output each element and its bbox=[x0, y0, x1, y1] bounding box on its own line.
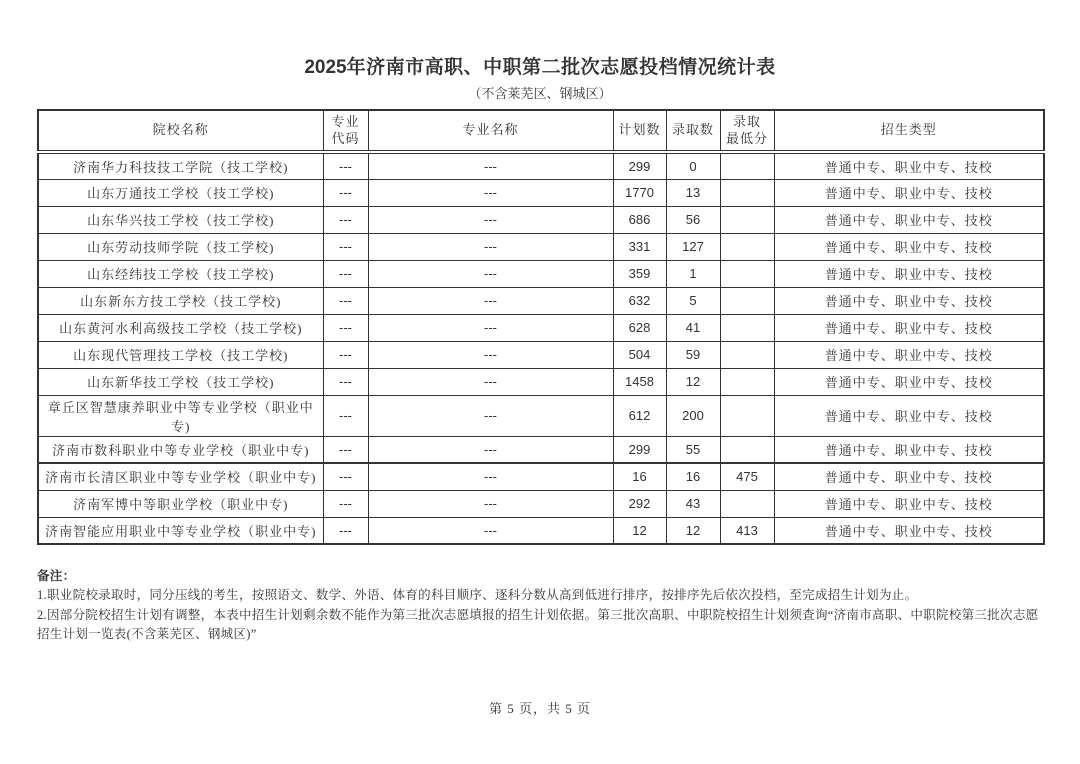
cell-plan-count: 612 bbox=[613, 395, 666, 436]
cell-min-score bbox=[720, 341, 774, 368]
cell-school-name: 山东新东方技工学校（技工学校) bbox=[38, 287, 323, 314]
cell-plan-count: 12 bbox=[613, 517, 666, 544]
cell-plan-count: 1770 bbox=[613, 179, 666, 206]
cell-plan-count: 359 bbox=[613, 260, 666, 287]
cell-major-code: --- bbox=[323, 341, 368, 368]
cell-major-name: --- bbox=[368, 490, 613, 517]
cell-school-name: 山东新华技工学校（技工学校) bbox=[38, 368, 323, 395]
cell-enrollment-type: 普通中专、职业中专、技校 bbox=[774, 314, 1044, 341]
cell-min-score bbox=[720, 436, 774, 463]
col-header-min-score bbox=[720, 110, 774, 152]
table-row bbox=[38, 206, 1044, 233]
page-title bbox=[37, 52, 1043, 79]
cell-school-name: 山东万通技工学校（技工学校) bbox=[38, 179, 323, 206]
cell-major-name: --- bbox=[368, 395, 613, 436]
table-row bbox=[38, 368, 1044, 395]
cell-school-name: 济南华力科技技工学院（技工学校) bbox=[38, 152, 323, 179]
cell-enrollment-type: 普通中专、职业中专、技校 bbox=[774, 395, 1044, 436]
cell-major-name: --- bbox=[368, 206, 613, 233]
title-year: 2025 bbox=[304, 57, 347, 78]
cell-major-code: --- bbox=[323, 436, 368, 463]
cell-major-code: --- bbox=[323, 314, 368, 341]
cell-major-code: --- bbox=[323, 463, 368, 490]
col-header-min-score-line1: 录取 bbox=[732, 114, 761, 130]
cell-major-code: --- bbox=[323, 233, 368, 260]
cell-min-score bbox=[720, 206, 774, 233]
table-row bbox=[38, 463, 1044, 490]
cell-min-score bbox=[720, 152, 774, 179]
cell-plan-count: 16 bbox=[613, 463, 666, 490]
cell-major-name: --- bbox=[368, 152, 613, 179]
cell-enrollment-type: 普通中专、职业中专、技校 bbox=[774, 436, 1044, 463]
cell-min-score bbox=[720, 314, 774, 341]
cell-major-code: --- bbox=[323, 287, 368, 314]
cell-min-score bbox=[720, 368, 774, 395]
col-header-major-code bbox=[323, 110, 368, 152]
cell-major-code: --- bbox=[323, 517, 368, 544]
col-header-enrollment-type: 招生类型 bbox=[774, 110, 1044, 152]
col-header-plan-count: 计划数 bbox=[613, 110, 666, 152]
cell-admitted-count: 41 bbox=[666, 314, 720, 341]
cell-school-name: 章丘区智慧康养职业中等专业学校（职业中专) bbox=[38, 395, 323, 436]
cell-major-name: --- bbox=[368, 368, 613, 395]
cell-major-name: --- bbox=[368, 341, 613, 368]
notes-section bbox=[37, 567, 1047, 645]
cell-major-code: --- bbox=[323, 152, 368, 179]
cell-admitted-count: 5 bbox=[666, 287, 720, 314]
col-header-major-code-line2: 代码 bbox=[331, 130, 360, 146]
table-row bbox=[38, 517, 1044, 544]
cell-enrollment-type: 普通中专、职业中专、技校 bbox=[774, 179, 1044, 206]
cell-school-name: 山东黄河水利高级技工学校（技工学校) bbox=[38, 314, 323, 341]
cell-major-name: --- bbox=[368, 463, 613, 490]
cell-min-score bbox=[720, 490, 774, 517]
table-row bbox=[38, 341, 1044, 368]
cell-major-code: --- bbox=[323, 490, 368, 517]
cell-school-name: 济南市长清区职业中等专业学校（职业中专) bbox=[38, 463, 323, 490]
table-row bbox=[38, 314, 1044, 341]
cell-major-code: --- bbox=[323, 206, 368, 233]
cell-min-score bbox=[720, 179, 774, 206]
cell-enrollment-type: 普通中专、职业中专、技校 bbox=[774, 206, 1044, 233]
cell-admitted-count: 200 bbox=[666, 395, 720, 436]
cell-enrollment-type: 普通中专、职业中专、技校 bbox=[774, 463, 1044, 490]
col-header-min-score-line2: 最低分 bbox=[725, 130, 768, 146]
cell-enrollment-type: 普通中专、职业中专、技校 bbox=[774, 490, 1044, 517]
cell-enrollment-type: 普通中专、职业中专、技校 bbox=[774, 260, 1044, 287]
cell-plan-count: 628 bbox=[613, 314, 666, 341]
cell-enrollment-type: 普通中专、职业中专、技校 bbox=[774, 368, 1044, 395]
col-header-admitted-count: 录取数 bbox=[666, 110, 720, 152]
cell-enrollment-type: 普通中专、职业中专、技校 bbox=[774, 517, 1044, 544]
table-row bbox=[38, 179, 1044, 206]
cell-major-name: --- bbox=[368, 233, 613, 260]
col-header-school-name: 院校名称 bbox=[38, 110, 323, 152]
cell-school-name: 济南军博中等职业学校（职业中专) bbox=[38, 490, 323, 517]
title-text: 年济南市高职、中职第二批次志愿投档情况统计表 bbox=[346, 57, 776, 78]
cell-admitted-count: 127 bbox=[666, 233, 720, 260]
cell-plan-count: 299 bbox=[613, 436, 666, 463]
cell-admitted-count: 12 bbox=[666, 517, 720, 544]
cell-admitted-count: 12 bbox=[666, 368, 720, 395]
note-item-1: 1.职业院校录取时，同分压线的考生，按照语文、数学、外语、体育的科目顺序、逐科分数从高到低进行排序，按排序先后依次投档，至完成招生计划为止。 bbox=[37, 588, 918, 603]
table-row bbox=[38, 233, 1044, 260]
cell-min-score bbox=[720, 233, 774, 260]
table-row bbox=[38, 395, 1044, 436]
cell-major-code: --- bbox=[323, 368, 368, 395]
cell-admitted-count: 1 bbox=[666, 260, 720, 287]
cell-min-score: 413 bbox=[720, 517, 774, 544]
cell-plan-count: 686 bbox=[613, 206, 666, 233]
table-row bbox=[38, 260, 1044, 287]
col-header-major-name: 专业名称 bbox=[368, 110, 613, 152]
table-row bbox=[38, 287, 1044, 314]
col-header-major-code-line1: 专业 bbox=[331, 114, 360, 130]
cell-major-name: --- bbox=[368, 436, 613, 463]
cell-admitted-count: 43 bbox=[666, 490, 720, 517]
cell-school-name: 山东现代管理技工学校（技工学校) bbox=[38, 341, 323, 368]
cell-min-score bbox=[720, 395, 774, 436]
cell-min-score bbox=[720, 287, 774, 314]
cell-school-name: 济南智能应用职业中等专业学校（职业中专) bbox=[38, 517, 323, 544]
table-row bbox=[38, 436, 1044, 463]
cell-school-name: 山东经纬技工学校（技工学校) bbox=[38, 260, 323, 287]
cell-plan-count: 299 bbox=[613, 152, 666, 179]
cell-major-name: --- bbox=[368, 260, 613, 287]
cell-enrollment-type: 普通中专、职业中专、技校 bbox=[774, 341, 1044, 368]
cell-school-name: 济南市数科职业中等专业学校（职业中专) bbox=[38, 436, 323, 463]
cell-school-name: 山东劳动技师学院（技工学校) bbox=[38, 233, 323, 260]
cell-major-name: --- bbox=[368, 517, 613, 544]
note-item-2: 2.因部分院校招生计划有调整，本表中招生计划剩余数不能作为第三批次志愿填报的招生计划依据。第三批次高职、中职院校招生计划须查询“济南市高职、中职院校第三批次志愿招生计划一览表(不含莱芜区、钢城区)” bbox=[37, 607, 1039, 642]
cell-admitted-count: 59 bbox=[666, 341, 720, 368]
table-header-row bbox=[38, 110, 1044, 152]
page-number: 第 5 页，共 5 页 bbox=[488, 701, 591, 716]
cell-major-name: --- bbox=[368, 179, 613, 206]
cell-admitted-count: 0 bbox=[666, 152, 720, 179]
cell-plan-count: 1458 bbox=[613, 368, 666, 395]
cell-admitted-count: 55 bbox=[666, 436, 720, 463]
cell-plan-count: 292 bbox=[613, 490, 666, 517]
cell-major-code: --- bbox=[323, 179, 368, 206]
cell-admitted-count: 56 bbox=[666, 206, 720, 233]
cell-min-score bbox=[720, 260, 774, 287]
notes-label: 备注： bbox=[37, 569, 76, 583]
cell-school-name: 山东华兴技工学校（技工学校) bbox=[38, 206, 323, 233]
cell-admitted-count: 13 bbox=[666, 179, 720, 206]
cell-plan-count: 331 bbox=[613, 233, 666, 260]
admission-stats-table bbox=[37, 109, 1045, 545]
cell-min-score: 475 bbox=[720, 463, 774, 490]
cell-major-code: --- bbox=[323, 260, 368, 287]
cell-plan-count: 632 bbox=[613, 287, 666, 314]
cell-major-name: --- bbox=[368, 287, 613, 314]
cell-admitted-count: 16 bbox=[666, 463, 720, 490]
cell-enrollment-type: 普通中专、职业中专、技校 bbox=[774, 152, 1044, 179]
cell-major-code: --- bbox=[323, 395, 368, 436]
table-row bbox=[38, 490, 1044, 517]
cell-enrollment-type: 普通中专、职业中专、技校 bbox=[774, 287, 1044, 314]
page-subtitle: （不含莱芜区、钢城区） bbox=[468, 86, 612, 101]
table-row bbox=[38, 152, 1044, 179]
cell-enrollment-type: 普通中专、职业中专、技校 bbox=[774, 233, 1044, 260]
cell-major-name: --- bbox=[368, 314, 613, 341]
cell-plan-count: 504 bbox=[613, 341, 666, 368]
